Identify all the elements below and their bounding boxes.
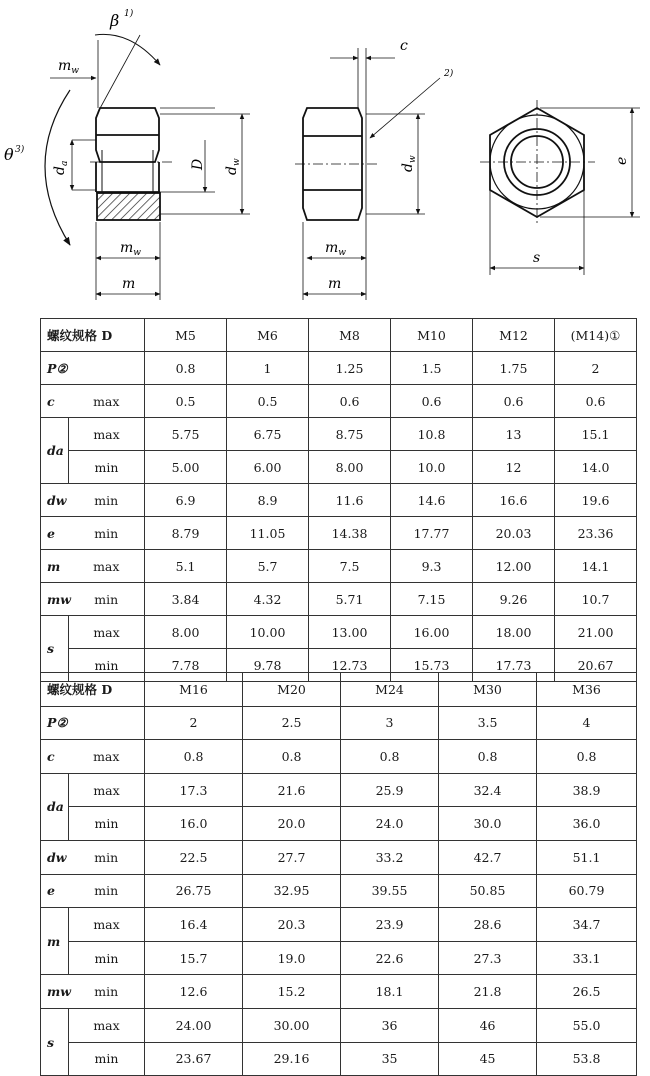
cell: 1.5 <box>391 352 473 385</box>
top-view-hex <box>480 100 640 275</box>
cell: 13.00 <box>309 616 391 649</box>
cell: 15.7 <box>145 941 243 975</box>
cell: 0.5 <box>145 385 227 418</box>
cell: 34.7 <box>537 908 637 942</box>
row-qualifier: min <box>69 649 145 682</box>
row-qualifier: max <box>69 385 145 418</box>
cell: 1.75 <box>473 352 555 385</box>
row-symbol: da <box>41 418 69 484</box>
row-symbol: da <box>41 773 69 840</box>
cell: 9.78 <box>227 649 309 682</box>
row-symbol: m <box>41 908 69 975</box>
cell: 29.16 <box>243 1042 341 1076</box>
nut-technical-drawing <box>0 0 650 305</box>
cell: 60.79 <box>537 874 637 908</box>
cell: 18.00 <box>473 616 555 649</box>
row-symbol: s <box>41 1008 69 1075</box>
table-row <box>41 740 637 774</box>
cell: 42.7 <box>439 840 537 874</box>
size-header: M8 <box>309 319 391 352</box>
cell: 8.75 <box>309 418 391 451</box>
table-row <box>41 1042 637 1076</box>
beta-label: β <box>110 11 120 30</box>
cell: 14.1 <box>555 550 637 583</box>
table-row <box>41 706 637 740</box>
cell: 26.5 <box>537 975 637 1009</box>
cell: 0.8 <box>439 740 537 774</box>
cell: 20.0 <box>243 807 341 841</box>
cell: 17.77 <box>391 517 473 550</box>
cell: 14.0 <box>555 451 637 484</box>
table-row <box>41 975 637 1009</box>
cell: 3 <box>341 706 439 740</box>
row-symbol: c <box>41 385 69 418</box>
cell: 10.0 <box>391 451 473 484</box>
c-label: c <box>400 38 408 54</box>
cell: 2 <box>145 706 243 740</box>
row-qualifier: min <box>69 807 145 841</box>
size-header: M5 <box>145 319 227 352</box>
cell: 36 <box>341 1008 439 1042</box>
row-qualifier: min <box>69 517 145 550</box>
cell: 53.8 <box>537 1042 637 1076</box>
cell: 26.75 <box>145 874 243 908</box>
cell: 20.67 <box>555 649 637 682</box>
cell: 38.9 <box>537 773 637 807</box>
cell: 45 <box>439 1042 537 1076</box>
cell: 5.00 <box>145 451 227 484</box>
cell: 30.00 <box>243 1008 341 1042</box>
row-qualifier: max <box>69 550 145 583</box>
cell: 16.6 <box>473 484 555 517</box>
e-label: e <box>614 156 630 165</box>
table-row <box>41 484 637 517</box>
row-symbol: dw <box>41 840 69 874</box>
row-symbol: P② <box>41 706 145 740</box>
cell: 0.8 <box>145 352 227 385</box>
cell: 22.5 <box>145 840 243 874</box>
cell: 23.36 <box>555 517 637 550</box>
row-qualifier: max <box>69 908 145 942</box>
row-qualifier: max <box>69 418 145 451</box>
cell: 16.0 <box>145 807 243 841</box>
cell: 36.0 <box>537 807 637 841</box>
size-header: M36 <box>537 673 637 707</box>
cell: 10.7 <box>555 583 637 616</box>
note2-label: 2) <box>444 69 454 79</box>
cell: 0.6 <box>555 385 637 418</box>
cell: 3.84 <box>145 583 227 616</box>
row-qualifier: max <box>69 773 145 807</box>
cell: 21.8 <box>439 975 537 1009</box>
table-row <box>41 1008 637 1042</box>
cell: 33.1 <box>537 941 637 975</box>
table-row <box>41 319 637 352</box>
m-bottom-label: m <box>122 276 136 292</box>
cell: 0.6 <box>391 385 473 418</box>
cell: 21.6 <box>243 773 341 807</box>
size-header: M16 <box>145 673 243 707</box>
table-row <box>41 941 637 975</box>
cell: 30.0 <box>439 807 537 841</box>
cell: 17.3 <box>145 773 243 807</box>
row-symbol: mw <box>41 583 69 616</box>
D-label: D <box>190 158 206 170</box>
cell: 10.00 <box>227 616 309 649</box>
mw-bottom-label: $m_w$ <box>120 240 141 258</box>
cell: 16.00 <box>391 616 473 649</box>
cell: 3.5 <box>439 706 537 740</box>
row-qualifier: min <box>69 484 145 517</box>
cell: 17.73 <box>473 649 555 682</box>
cell: 12.73 <box>309 649 391 682</box>
theta-note: 3) <box>15 145 25 155</box>
cell: 25.9 <box>341 773 439 807</box>
table-row <box>41 908 637 942</box>
cell: 0.8 <box>341 740 439 774</box>
thread-size-header: 螺纹规格 D <box>41 319 145 352</box>
cell: 15.73 <box>391 649 473 682</box>
size-header: M30 <box>439 673 537 707</box>
size-header: M6 <box>227 319 309 352</box>
cell: 18.1 <box>341 975 439 1009</box>
table-row <box>41 352 637 385</box>
size-header: M20 <box>243 673 341 707</box>
cell: 0.6 <box>309 385 391 418</box>
cell: 55.0 <box>537 1008 637 1042</box>
cell: 39.55 <box>341 874 439 908</box>
cell: 8.00 <box>309 451 391 484</box>
cell: 27.7 <box>243 840 341 874</box>
cell: 23.67 <box>145 1042 243 1076</box>
cell: 32.95 <box>243 874 341 908</box>
side-view-middle <box>295 48 440 300</box>
row-qualifier: min <box>69 874 145 908</box>
size-header: M24 <box>341 673 439 707</box>
row-qualifier: min <box>69 583 145 616</box>
size-header: M10 <box>391 319 473 352</box>
cell: 0.8 <box>243 740 341 774</box>
s-label: s <box>533 250 541 266</box>
cell: 0.8 <box>145 740 243 774</box>
cell: 33.2 <box>341 840 439 874</box>
row-qualifier: max <box>69 616 145 649</box>
cell: 11.05 <box>227 517 309 550</box>
table-row <box>41 583 637 616</box>
cell: 0.6 <box>473 385 555 418</box>
cell: 12 <box>473 451 555 484</box>
cell: 6.75 <box>227 418 309 451</box>
mw-mid-label: $m_w$ <box>325 240 346 258</box>
cell: 16.4 <box>145 908 243 942</box>
cell: 21.00 <box>555 616 637 649</box>
row-qualifier: min <box>69 941 145 975</box>
cell: 14.6 <box>391 484 473 517</box>
da-label: $d_a$ <box>52 160 70 175</box>
cell: 7.5 <box>309 550 391 583</box>
cell: 51.1 <box>537 840 637 874</box>
row-qualifier: min <box>69 1042 145 1076</box>
row-symbol: e <box>41 517 69 550</box>
cell: 32.4 <box>439 773 537 807</box>
table-row <box>41 673 637 707</box>
table-row <box>41 418 637 451</box>
cell: 7.78 <box>145 649 227 682</box>
cell: 1.25 <box>309 352 391 385</box>
table-row <box>41 773 637 807</box>
row-qualifier: min <box>69 840 145 874</box>
cell: 15.2 <box>243 975 341 1009</box>
cell: 8.00 <box>145 616 227 649</box>
cell: 11.6 <box>309 484 391 517</box>
row-qualifier: max <box>69 1008 145 1042</box>
cell: 23.9 <box>341 908 439 942</box>
spec-table-m16-m36 <box>40 672 637 1076</box>
cell: 4 <box>537 706 637 740</box>
cell: 0.5 <box>227 385 309 418</box>
cell: 10.8 <box>391 418 473 451</box>
beta-note: 1) <box>124 9 134 19</box>
cell: 5.75 <box>145 418 227 451</box>
cell: 12.00 <box>473 550 555 583</box>
spec-table-m5-m14 <box>40 318 637 682</box>
row-qualifier: max <box>69 740 145 774</box>
mw-top-label: $m_w$ <box>58 58 79 76</box>
cell: 6.00 <box>227 451 309 484</box>
cell: 27.3 <box>439 941 537 975</box>
row-qualifier: min <box>69 975 145 1009</box>
cell: 5.71 <box>309 583 391 616</box>
theta-label: θ <box>4 145 14 164</box>
table-row <box>41 807 637 841</box>
table-row <box>41 451 637 484</box>
table-row <box>41 517 637 550</box>
row-symbol: m <box>41 550 69 583</box>
size-header: M12 <box>473 319 555 352</box>
cell: 35 <box>341 1042 439 1076</box>
m-mid-label: m <box>328 276 342 292</box>
cell: 0.8 <box>537 740 637 774</box>
cell: 28.6 <box>439 908 537 942</box>
cell: 1 <box>227 352 309 385</box>
row-qualifier: min <box>69 451 145 484</box>
cell: 22.6 <box>341 941 439 975</box>
cell: 19.6 <box>555 484 637 517</box>
table-row <box>41 385 637 418</box>
cell: 15.1 <box>555 418 637 451</box>
cell: 8.79 <box>145 517 227 550</box>
row-symbol: c <box>41 740 69 774</box>
cell: 19.0 <box>243 941 341 975</box>
dw-left-label: $d_w$ <box>224 158 242 175</box>
cell: 9.3 <box>391 550 473 583</box>
cell: 6.9 <box>145 484 227 517</box>
cell: 12.6 <box>145 975 243 1009</box>
cell: 5.1 <box>145 550 227 583</box>
thread-size-header: 螺纹规格 D <box>41 673 145 707</box>
row-symbol: s <box>41 616 69 682</box>
cell: 46 <box>439 1008 537 1042</box>
table-row <box>41 550 637 583</box>
cell: 2.5 <box>243 706 341 740</box>
size-header: (M14)① <box>555 319 637 352</box>
row-symbol: dw <box>41 484 69 517</box>
cell: 20.03 <box>473 517 555 550</box>
cell: 14.38 <box>309 517 391 550</box>
table-row <box>41 840 637 874</box>
cell: 5.7 <box>227 550 309 583</box>
row-symbol: P② <box>41 352 145 385</box>
cell: 2 <box>555 352 637 385</box>
cell: 4.32 <box>227 583 309 616</box>
table-row <box>41 874 637 908</box>
cell: 8.9 <box>227 484 309 517</box>
cell: 13 <box>473 418 555 451</box>
cell: 50.85 <box>439 874 537 908</box>
row-symbol: mw <box>41 975 69 1009</box>
table-row <box>41 616 637 649</box>
cell: 20.3 <box>243 908 341 942</box>
cell: 24.0 <box>341 807 439 841</box>
dw-mid-label: $d_w$ <box>400 155 418 172</box>
cell: 7.15 <box>391 583 473 616</box>
row-symbol: e <box>41 874 69 908</box>
cell: 9.26 <box>473 583 555 616</box>
cell: 24.00 <box>145 1008 243 1042</box>
